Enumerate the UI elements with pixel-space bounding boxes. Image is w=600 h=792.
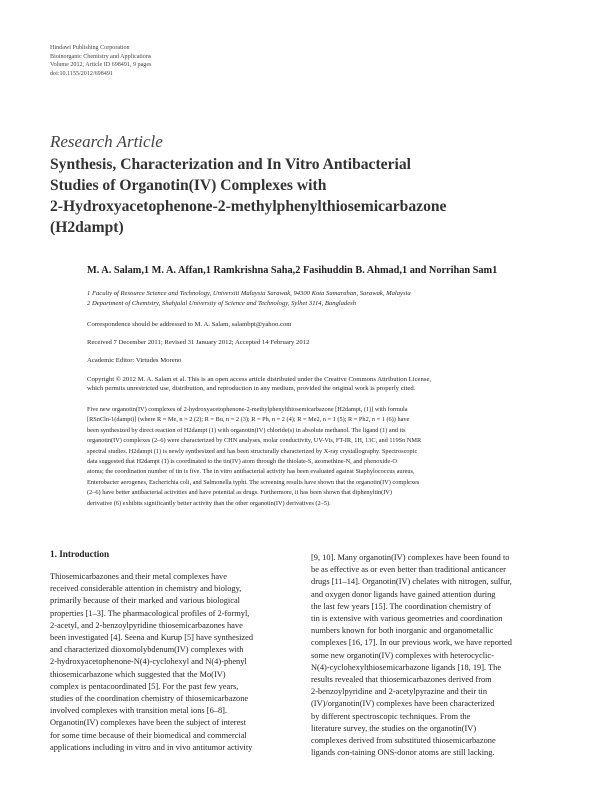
- body-line: complexes [16, 17]. In our previous work, we have reported: [311, 638, 512, 648]
- body-line: 2-benzoylpyridine and 2-acetylpyrazine and their tin: [311, 687, 488, 697]
- title-line: Studies of Organotin(IV) Complexes with: [50, 177, 327, 194]
- affiliation: 2 Department of Chemistry, Shahjalal University of Science and Technology, Sylhet 3114, Bangladesh: [87, 300, 357, 308]
- abstract-line: data suggested that H2dampt (1) is coordinated to the tin(IV) atom through the thiolate-S, azomethine-N, and phenoxide-O: [87, 458, 397, 466]
- body-line: properties [1–3]. The pharmacological profiles of 2-formyl,: [50, 608, 250, 618]
- body-line: for some time because of their biomedical and commercial: [50, 730, 247, 740]
- body-column-left: [50, 571, 292, 754]
- body-line: thiosemicarbazone which suggested that the Mo(IV): [50, 669, 226, 679]
- body-line: Organotin(IV) complexes have been the subject of interest: [50, 718, 246, 728]
- body-line: been investigated [4]. Seena and Kurup [5] have synthesized: [50, 633, 254, 643]
- license-line: Copyright © 2012 M. A. Salam et al. This is an open access article distributed under the Creative Commons Attribution License,: [87, 376, 432, 383]
- abstract-line: (2–6) have better antibacterial activities and have potential as drugs. Furthermore, it has been shown that diphenyltin(IV): [87, 489, 392, 497]
- abstract-line: [RSnCln-1(dampt)] (where R = Me, n = 2 (2); R = Bu, n = 2 (3); R = Ph, n = 2 (4); R = Me2, n = 1 (5); R = Ph2, n = 1 (6)) have: [87, 416, 410, 424]
- abstract-line: spectral studies. H2dampt (1) is newly synthesized and has been structurally characterized by X-ray crystallography. Spectroscopic: [87, 447, 418, 455]
- body-line: some new organotin(IV) complexes with heterocyclic-: [311, 650, 494, 660]
- body-line: involved complexes with transition metal ions [6–8].: [50, 706, 228, 716]
- body-line: results revealed that thiosemicarbazones derived from: [311, 675, 492, 685]
- body-line: primarily because of their marked and various biological: [50, 596, 240, 606]
- volume-info: Volume 2012, Article ID 698491, 9 pages: [50, 62, 152, 69]
- body-line: 2-acetyl, and 2-benzoylpyridine thiosemicarbazones have: [50, 620, 243, 630]
- abstract-line: Five new organotin(IV) complexes of 2-hydroxyacetophenone-2-methylphenylthiosemicarbazone [H2dampt, (1)] with formula: [87, 406, 408, 413]
- body-line: ligands con-taining ONS-donor atoms are still lacking.: [311, 748, 495, 758]
- body-line: complex is pentacoordinated [5]. For the past few years,: [50, 681, 239, 691]
- journal-name: Bioinorganic Chemistry and Applications: [50, 53, 152, 60]
- affiliations: [87, 289, 411, 310]
- received-dates: Received 7 December 2011; Revised 31 January 2012; Accepted 14 February 2012: [87, 339, 310, 346]
- body-line: and characterized dioxomolybdenum(IV) complexes with: [50, 645, 244, 655]
- body-line: (IV)/organotin(IV) complexes have been characterized: [311, 699, 495, 709]
- body-line: the last few years [15]. The coordination chemistry of: [311, 601, 492, 611]
- body-line: tin is extensive with various geometries and coordination: [311, 614, 503, 624]
- section-heading: 1. Introduction: [50, 549, 110, 559]
- academic-editor: Academic Editor: Virtudes Moreno: [87, 357, 182, 364]
- body-line: [9, 10]. Many organotin(IV) complexes have been found to: [311, 553, 510, 562]
- license-line: which permits unrestricted use, distribution, and reproduction in any medium, provided the original work is properly cited.: [87, 385, 416, 393]
- body-line: studies of the coordination chemistry of thiosemicarbazone: [50, 694, 249, 704]
- abstract-line: atoms; the coordination number of tin is five. The in vitro antibacterial activity has been evaluated against Staphylococcus aureus,: [87, 468, 415, 476]
- journal-header: [50, 44, 151, 78]
- body-line: complexes derived from substituted thiosemicarbazone: [311, 736, 496, 746]
- body-line: literature survey, the studies on the organotin(IV): [311, 723, 477, 733]
- body-line: by different spectroscopic techniques. From the: [311, 711, 471, 721]
- author-list: M. A. Salam,1 M. A. Affan,1 Ramkrishna Saha,2 Fasihuddin B. Ahmad,1 and Norrihan Sam1: [87, 265, 498, 276]
- abstract: [87, 405, 559, 509]
- body-line: received considerable attention in chemistry and biology,: [50, 584, 242, 594]
- correspondence: Correspondence should be addressed to M. A. Salam, salambpt@yahoo.com: [87, 321, 292, 328]
- article-title: [50, 154, 570, 238]
- body-line: be as effective as or even better than traditional anticancer: [311, 565, 506, 575]
- affiliation: 1 Faculty of Resource Science and Technology, Universiti Malaysia Sarawak, 94300 Kota Samarahan, Sarawak, Malaysia: [87, 290, 411, 297]
- title-line: Synthesis, Characterization and In Vitro Antibacterial: [50, 156, 411, 173]
- body-line: 2-hydroxyacetophenone-N(4)-cyclohexyl and N(4)-phenyl: [50, 657, 247, 667]
- title-line: 2-Hydroxyacetophenone-2-methylphenylthiosemicarbazone: [50, 198, 447, 215]
- abstract-line: derivative (6) exhibits significantly better activity than the other organotin(IV) derivatives (2–5).: [87, 499, 331, 507]
- body-line: applications including in vitro and in vivo antitumor activity: [50, 742, 253, 752]
- body-line: N(4)-cyclohexylthiosemicarbazone ligands [18, 19]. The: [311, 662, 502, 672]
- abstract-line: organotin(IV) complexes (2–6) were characterized by CHN analyses, molar conductivity, UV-Vis, FT-IR, 1H, 13C, and 119Sn NMR: [87, 437, 422, 445]
- body-line: and oxygen donor ligands have gained attention during: [311, 589, 496, 599]
- body-line: numbers known for both inorganic and organometallic: [311, 626, 494, 636]
- doi[interactable]: doi:10.1155/2012/698491: [50, 70, 113, 77]
- body-line: drugs [11–14]. Organotin(IV) chelates with nitrogen, sulfur,: [311, 577, 512, 587]
- abstract-line: Enterobacter aerogenes, Escherichia coli, and Salmonella typhi. The screening results have shown that the organotin(IV) complexes: [87, 478, 420, 486]
- body-column-right: [311, 552, 553, 759]
- body-line: Thiosemicarbazones and their metal complexes have: [50, 572, 227, 581]
- abstract-line: been synthesized by direct reaction of H2dampt (1) with organotin(IV) chloride(s) in absolute methanol. The ligand (1) and its: [87, 426, 406, 434]
- title-line: (H2dampt): [50, 219, 124, 236]
- publisher: Hindawi Publishing Corporation: [50, 45, 130, 51]
- article-type: Research Article: [50, 132, 163, 151]
- license-statement: [87, 375, 557, 393]
